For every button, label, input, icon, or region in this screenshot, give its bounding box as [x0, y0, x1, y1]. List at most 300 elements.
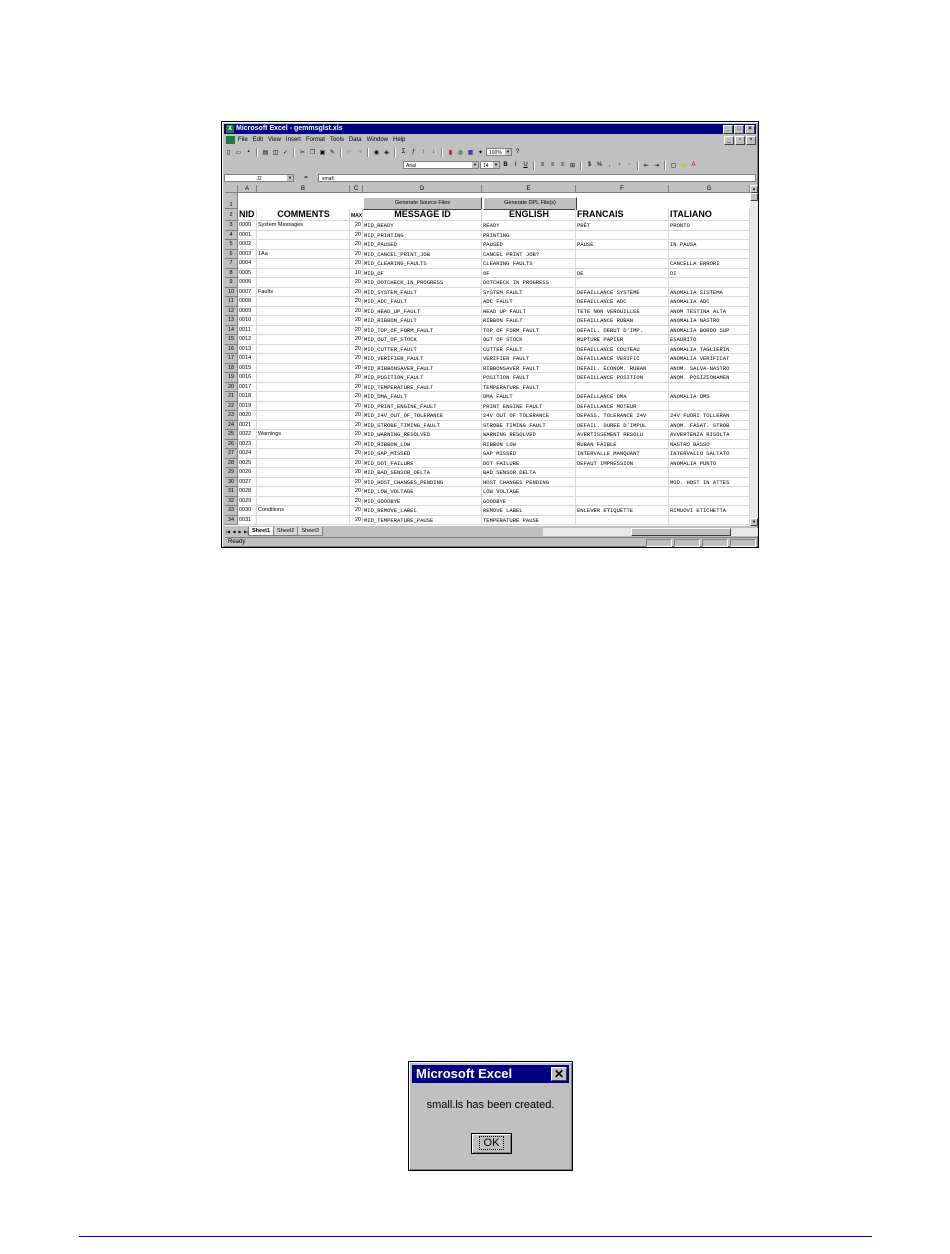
- cell-max[interactable]: 20: [350, 259, 363, 269]
- print-preview-icon[interactable]: ◫: [272, 149, 279, 156]
- cell-max[interactable]: 20: [350, 221, 363, 231]
- cell-max[interactable]: 20: [350, 307, 363, 317]
- cell-italiano[interactable]: ANOMALIA SISTEMA: [669, 288, 750, 298]
- cell-max[interactable]: 20: [350, 421, 363, 431]
- cell-message-id[interactable]: MID_ADC_FAULT: [363, 297, 482, 307]
- cell-francais[interactable]: DEPASS. TOLERANCE 24V: [576, 411, 669, 421]
- cell-message-id[interactable]: MID_PRINT_ENGINE_FAULT: [363, 402, 482, 412]
- cell-message-id[interactable]: MID_PAUSED: [363, 240, 482, 250]
- cell-english[interactable]: READY: [482, 221, 576, 231]
- column-header-b[interactable]: B: [257, 185, 350, 193]
- column-header-f[interactable]: F: [576, 185, 669, 193]
- cell-nid[interactable]: 0017: [238, 383, 257, 393]
- cell-message-id[interactable]: MID_TOP_OF_FORM_FAULT: [363, 326, 482, 336]
- cell-nid[interactable]: 0029: [238, 497, 257, 507]
- underline-icon[interactable]: U: [523, 162, 528, 168]
- cell-english[interactable]: OF: [482, 269, 576, 279]
- equals-icon[interactable]: =: [304, 175, 308, 181]
- formula-input[interactable]: small: [318, 174, 756, 182]
- header-nid[interactable]: NID: [238, 209, 257, 221]
- cell-nid[interactable]: 0018: [238, 392, 257, 402]
- worksheet-grid[interactable]: [225, 185, 750, 526]
- row-header[interactable]: 21: [225, 392, 238, 402]
- cell-francais[interactable]: [576, 516, 669, 526]
- cell-comment[interactable]: [257, 345, 350, 355]
- scroll-thumb[interactable]: [750, 193, 758, 201]
- sort-descending-icon[interactable]: ↓: [432, 149, 435, 155]
- spelling-icon[interactable]: ✓: [282, 149, 289, 156]
- cell-nid[interactable]: 0014: [238, 354, 257, 364]
- cell-italiano[interactable]: ANOM TESTINA ALTA: [669, 307, 750, 317]
- row-header[interactable]: 32: [225, 497, 238, 507]
- cell-english[interactable]: CUTTER FAULT: [482, 345, 576, 355]
- row-header[interactable]: 17: [225, 354, 238, 364]
- paste-icon[interactable]: ▣: [319, 149, 326, 156]
- row-header[interactable]: 15: [225, 335, 238, 345]
- row-header[interactable]: 34: [225, 516, 238, 526]
- horizontal-scrollbar[interactable]: [543, 528, 758, 536]
- menu-insert[interactable]: Insert: [285, 137, 301, 143]
- cell-english[interactable]: PAUSED: [482, 240, 576, 250]
- cell-francais[interactable]: [576, 231, 669, 241]
- cell-francais[interactable]: DEFAILLANCE POSITION: [576, 373, 669, 383]
- row-header[interactable]: 5: [225, 240, 238, 250]
- cell-message-id[interactable]: MID_STROBE_TIMING_FAULT: [363, 421, 482, 431]
- cell-nid[interactable]: 0010: [238, 316, 257, 326]
- font-name-combo[interactable]: Arial ▼: [403, 161, 479, 169]
- sheet-tab-sheet2[interactable]: Sheet2: [273, 527, 298, 536]
- row-header[interactable]: 11: [225, 297, 238, 307]
- cell-italiano[interactable]: [669, 487, 750, 497]
- cell-nid[interactable]: 0000: [238, 221, 257, 231]
- cell-italiano[interactable]: ANOMALIA VERIFICAT: [669, 354, 750, 364]
- cell-english[interactable]: LOW VOLTAGE: [482, 487, 576, 497]
- cell-message-id[interactable]: MID_CLEARING_FAULTS: [363, 259, 482, 269]
- cell-english[interactable]: TEMPERATURE FAULT: [482, 383, 576, 393]
- chevron-down-icon[interactable]: ▼: [473, 162, 477, 167]
- italic-icon[interactable]: I: [514, 162, 517, 168]
- name-box[interactable]: J2 ▼: [224, 174, 294, 182]
- cell-francais[interactable]: [576, 497, 669, 507]
- cell-comment[interactable]: Conditions: [257, 506, 350, 516]
- menu-window[interactable]: Window: [366, 137, 388, 143]
- cell-message-id[interactable]: MID_RIBBONSAVER_FAULT: [363, 364, 482, 374]
- row-header[interactable]: 9: [225, 278, 238, 288]
- comma-icon[interactable]: ,: [608, 162, 611, 168]
- cell-comment[interactable]: [257, 383, 350, 393]
- cell-message-id[interactable]: MID_LOW_VOLTAGE: [363, 487, 482, 497]
- workbook-icon[interactable]: [226, 136, 235, 144]
- sheet-tab-sheet3[interactable]: Sheet3: [297, 527, 322, 536]
- row-header[interactable]: 30: [225, 478, 238, 488]
- row-header[interactable]: 24: [225, 421, 238, 431]
- cell-max[interactable]: 20: [350, 231, 363, 241]
- cell-comment[interactable]: [257, 392, 350, 402]
- cell-message-id[interactable]: MID_TEMPERATURE_PAUSE: [363, 516, 482, 526]
- cell-nid[interactable]: 0004: [238, 259, 257, 269]
- cell-italiano[interactable]: NASTRO BASSO: [669, 440, 750, 450]
- cell-message-id[interactable]: MID_RIBBON_FAULT: [363, 316, 482, 326]
- cell-english[interactable]: SYSTEM FAULT: [482, 288, 576, 298]
- cell-message-id[interactable]: MID_CUTTER_FAULT: [363, 345, 482, 355]
- cell-comment[interactable]: [257, 449, 350, 459]
- cell-francais[interactable]: TETE NON VEROUILLEE: [576, 307, 669, 317]
- cell-francais[interactable]: PRÊT: [576, 221, 669, 231]
- format-painter-icon[interactable]: ✎: [329, 149, 336, 156]
- column-header-e[interactable]: E: [482, 185, 576, 193]
- dialog-close-button[interactable]: ✕: [551, 1067, 567, 1081]
- cell-nid[interactable]: 0005: [238, 269, 257, 279]
- row-header[interactable]: 31: [225, 487, 238, 497]
- cell-english[interactable]: CLEARING FAULTS: [482, 259, 576, 269]
- row-header[interactable]: 19: [225, 373, 238, 383]
- cell-francais[interactable]: RUPTURE PAPIER: [576, 335, 669, 345]
- row-header[interactable]: 20: [225, 383, 238, 393]
- cell-nid[interactable]: 0022: [238, 430, 257, 440]
- cell-francais[interactable]: [576, 259, 669, 269]
- percent-icon[interactable]: %: [596, 162, 603, 168]
- generate-source-files-button[interactable]: Generate Source Files: [363, 197, 482, 210]
- cell-nid[interactable]: 0013: [238, 345, 257, 355]
- cut-icon[interactable]: ✂: [299, 149, 306, 156]
- cell-english[interactable]: REMOVE LABEL: [482, 506, 576, 516]
- cell-francais[interactable]: INTERVALLE MANQUANT: [576, 449, 669, 459]
- row-header[interactable]: 3: [225, 221, 238, 231]
- align-left-icon[interactable]: ≡: [540, 162, 545, 168]
- align-center-icon[interactable]: ≡: [550, 162, 555, 168]
- cell-comment[interactable]: Faults: [257, 288, 350, 298]
- cell-italiano[interactable]: RIMUOVI ETICHETTA: [669, 506, 750, 516]
- cell-comment[interactable]: [257, 497, 350, 507]
- cell-nid[interactable]: 0027: [238, 478, 257, 488]
- cell-max[interactable]: 20: [350, 345, 363, 355]
- row-header[interactable]: 28: [225, 459, 238, 469]
- cell-comment[interactable]: [257, 516, 350, 526]
- cell-nid[interactable]: 0026: [238, 468, 257, 478]
- excel-app-icon[interactable]: X: [227, 126, 232, 132]
- cell-english[interactable]: CANCEL PRINT JOB?: [482, 250, 576, 260]
- cell-message-id[interactable]: MID_GAP_MISSED: [363, 449, 482, 459]
- cell-comment[interactable]: [257, 459, 350, 469]
- increase-decimal-icon[interactable]: ⁺: [617, 162, 622, 169]
- cell-message-id[interactable]: MID_HOST_CHANGES_PENDING: [363, 478, 482, 488]
- cell-english[interactable]: TOP OF FORM FAULT: [482, 326, 576, 336]
- function-icon[interactable]: ƒ: [411, 149, 416, 155]
- cell-english[interactable]: RIBBON LOW: [482, 440, 576, 450]
- new-icon[interactable]: ▯: [226, 149, 231, 156]
- decrease-indent-icon[interactable]: ⇤: [643, 162, 650, 169]
- cell-francais[interactable]: DEFAUT IMPRESSION: [576, 459, 669, 469]
- cell-comment[interactable]: [257, 316, 350, 326]
- menu-edit[interactable]: Edit: [252, 137, 264, 143]
- cell-english[interactable]: GAP MISSED: [482, 449, 576, 459]
- row-header[interactable]: 8: [225, 269, 238, 279]
- cell-comment[interactable]: [257, 421, 350, 431]
- cell-max[interactable]: 20: [350, 240, 363, 250]
- cell-nid[interactable]: 0024: [238, 449, 257, 459]
- cell-italiano[interactable]: [669, 402, 750, 412]
- cell-italiano[interactable]: ANOMALIA DMS: [669, 392, 750, 402]
- cell-francais[interactable]: ENLEVER ETIQUETTE: [576, 506, 669, 516]
- font-color-icon[interactable]: A: [691, 162, 696, 168]
- cell-english[interactable]: VERIFIER FAULT: [482, 354, 576, 364]
- ok-button[interactable]: [471, 1133, 512, 1154]
- cell-comment[interactable]: [257, 259, 350, 269]
- cell-nid[interactable]: 0015: [238, 364, 257, 374]
- merge-center-icon[interactable]: ⊞: [569, 162, 576, 169]
- cell-francais[interactable]: [576, 487, 669, 497]
- row-header[interactable]: 22: [225, 402, 238, 412]
- cell-message-id[interactable]: MID_BAD_SENSOR_DELTA: [363, 468, 482, 478]
- cell-max[interactable]: 20: [350, 516, 363, 526]
- column-header-c[interactable]: C: [350, 185, 363, 193]
- header-italiano[interactable]: ITALIANO: [669, 209, 750, 221]
- cell-francais[interactable]: DEFAILLANCE RUBAN: [576, 316, 669, 326]
- cell-italiano[interactable]: DI: [669, 269, 750, 279]
- header-message-id[interactable]: MESSAGE ID: [363, 209, 482, 221]
- cell-max[interactable]: 20: [350, 354, 363, 364]
- cell-italiano[interactable]: [669, 516, 750, 526]
- cell-english[interactable]: DOT FAILURE: [482, 459, 576, 469]
- cell-message-id[interactable]: MID_VERIFIER_FAULT: [363, 354, 482, 364]
- cell-italiano[interactable]: INTERVALLO SALTATO: [669, 449, 750, 459]
- sort-ascending-icon[interactable]: ↑: [422, 149, 425, 155]
- column-header-d[interactable]: D: [363, 185, 482, 193]
- cell-max[interactable]: 20: [350, 440, 363, 450]
- row-header[interactable]: 1: [225, 193, 238, 209]
- cell-italiano[interactable]: [669, 231, 750, 241]
- cell-max[interactable]: 20: [350, 411, 363, 421]
- cell-comment[interactable]: [257, 411, 350, 421]
- cell-comment[interactable]: Warnings: [257, 430, 350, 440]
- menu-data[interactable]: Data: [348, 137, 362, 143]
- cell-francais[interactable]: DEFAILLANCE MOTEUR: [576, 402, 669, 412]
- cell-comment[interactable]: [257, 278, 350, 288]
- cell-nid[interactable]: 0006: [238, 278, 257, 288]
- cell-message-id[interactable]: MID_GOODBYE: [363, 497, 482, 507]
- cell-english[interactable]: DOTCHECK IN PROGRESS: [482, 278, 576, 288]
- cell-comment[interactable]: [257, 307, 350, 317]
- cell-francais[interactable]: DEFAIL. DEBUT D'IMP.: [576, 326, 669, 336]
- cell-max[interactable]: 20: [350, 316, 363, 326]
- cell-italiano[interactable]: CANCELLA ERRORI: [669, 259, 750, 269]
- cell-nid[interactable]: 0031: [238, 516, 257, 526]
- cell-comment[interactable]: [257, 354, 350, 364]
- zoom-combo[interactable]: 100% ▼: [486, 148, 512, 156]
- cell-max[interactable]: 20: [350, 326, 363, 336]
- cell-francais[interactable]: PAUSE: [576, 240, 669, 250]
- cell-italiano[interactable]: ANOMALIA NASTRO: [669, 316, 750, 326]
- cell-nid[interactable]: 0028: [238, 487, 257, 497]
- font-size-combo[interactable]: 14 ▼: [480, 161, 500, 169]
- cell-message-id[interactable]: MID_OUT_OF_STOCK: [363, 335, 482, 345]
- cell-max[interactable]: 20: [350, 392, 363, 402]
- bold-icon[interactable]: B: [503, 162, 508, 168]
- sheet-tab-sheet1[interactable]: Sheet1: [248, 527, 274, 536]
- cell-max[interactable]: 20: [350, 487, 363, 497]
- doc-minimize-button[interactable]: _: [724, 136, 734, 145]
- cell-comment[interactable]: 1Aa: [257, 250, 350, 260]
- cell-francais[interactable]: DEFAILLANCE SYSTEME: [576, 288, 669, 298]
- close-button[interactable]: ×: [745, 125, 755, 134]
- row-header[interactable]: 7: [225, 259, 238, 269]
- cell-francais[interactable]: DEFAILLANCE DMA: [576, 392, 669, 402]
- generate-dpl-files-button[interactable]: Generate DPL File(s): [483, 197, 577, 210]
- cell-max[interactable]: 20: [350, 497, 363, 507]
- web-toolbar-icon[interactable]: ◈: [384, 149, 389, 156]
- cell-nid[interactable]: 0009: [238, 307, 257, 317]
- cell-max[interactable]: 20: [350, 430, 363, 440]
- cell-max[interactable]: 20: [350, 402, 363, 412]
- row-header[interactable]: 27: [225, 449, 238, 459]
- cell-francais[interactable]: DEFAIL. DUREE D'IMPUL: [576, 421, 669, 431]
- cell-english[interactable]: HOST CHANGES PENDING: [482, 478, 576, 488]
- row-header[interactable]: 16: [225, 345, 238, 355]
- cell-francais[interactable]: DEFAILLANCE ADC: [576, 297, 669, 307]
- cell-italiano[interactable]: [669, 468, 750, 478]
- row-header[interactable]: 2: [225, 209, 238, 221]
- cell-italiano[interactable]: ESAURITO: [669, 335, 750, 345]
- cell-italiano[interactable]: 24V FUORI TOLLERAN: [669, 411, 750, 421]
- row-header[interactable]: 29: [225, 468, 238, 478]
- cell-english[interactable]: OUT OF STOCK: [482, 335, 576, 345]
- cell-italiano[interactable]: PRONTO: [669, 221, 750, 231]
- cell-nid[interactable]: 0008: [238, 297, 257, 307]
- cell-nid[interactable]: 0019: [238, 402, 257, 412]
- cell-francais[interactable]: [576, 478, 669, 488]
- cell-max[interactable]: 20: [350, 250, 363, 260]
- cell-comment[interactable]: System Messages: [257, 221, 350, 231]
- cell-italiano[interactable]: [669, 497, 750, 507]
- cell-message-id[interactable]: MID_CANCEL_PRINT_JOB: [363, 250, 482, 260]
- cell-italiano[interactable]: [669, 278, 750, 288]
- cell-italiano[interactable]: [669, 250, 750, 260]
- header-max[interactable]: MAX: [350, 209, 363, 221]
- cell-message-id[interactable]: MID_SYSTEM_FAULT: [363, 288, 482, 298]
- cell-italiano[interactable]: ANOM. SALVA-NASTRO: [669, 364, 750, 374]
- cell-nid[interactable]: 0023: [238, 440, 257, 450]
- decrease-decimal-icon[interactable]: ⁻: [627, 162, 632, 169]
- open-icon[interactable]: ▭: [235, 149, 242, 156]
- cell-english[interactable]: ADC FAULT: [482, 297, 576, 307]
- cell-comment[interactable]: [257, 440, 350, 450]
- row-header[interactable]: 25: [225, 430, 238, 440]
- doc-close-button[interactable]: ×: [746, 136, 756, 145]
- cell-italiano[interactable]: IN PAUSA: [669, 240, 750, 250]
- header-comments[interactable]: COMMENTS: [257, 209, 350, 221]
- autosum-icon[interactable]: Σ: [401, 149, 406, 155]
- cell-english[interactable]: PRINT ENGINE FAULT: [482, 402, 576, 412]
- cell-nid[interactable]: 0007: [238, 288, 257, 298]
- fill-color-icon[interactable]: ◆: [681, 162, 686, 169]
- cell-nid[interactable]: 0030: [238, 506, 257, 516]
- header-english[interactable]: ENGLISH: [482, 209, 576, 221]
- cell-english[interactable]: DMA FAULT: [482, 392, 576, 402]
- cell-francais[interactable]: AVERTISSEMENT RESOLU: [576, 430, 669, 440]
- select-all-corner[interactable]: [225, 185, 238, 193]
- row-header[interactable]: 10: [225, 288, 238, 298]
- cell-francais[interactable]: [576, 278, 669, 288]
- align-right-icon[interactable]: ≡: [560, 162, 565, 168]
- maximize-button[interactable]: □: [734, 125, 744, 134]
- cell-max[interactable]: 20: [350, 478, 363, 488]
- cell-message-id[interactable]: MID_POSITION_FAULT: [363, 373, 482, 383]
- hyperlink-icon[interactable]: ◉: [373, 149, 380, 156]
- cell-english[interactable]: RIBBONSAVER FAULT: [482, 364, 576, 374]
- row-header[interactable]: 6: [225, 250, 238, 260]
- cell-max[interactable]: 10: [350, 269, 363, 279]
- column-header-g[interactable]: G: [669, 185, 750, 193]
- cell-max[interactable]: 20: [350, 297, 363, 307]
- first-sheet-icon[interactable]: |◀: [225, 529, 231, 534]
- cell-italiano[interactable]: ANOMALIA BORDO SUP: [669, 326, 750, 336]
- cell-francais[interactable]: RUBAN FAIBLE: [576, 440, 669, 450]
- cell-nid[interactable]: 0001: [238, 231, 257, 241]
- currency-icon[interactable]: $: [587, 162, 592, 168]
- cell-nid[interactable]: 0020: [238, 411, 257, 421]
- cell-message-id[interactable]: MID_HEAD_UP_FAULT: [363, 307, 482, 317]
- header-francais[interactable]: FRANCAIS: [576, 209, 669, 221]
- menu-view[interactable]: View: [268, 137, 281, 143]
- row-header[interactable]: 33: [225, 506, 238, 516]
- print-icon[interactable]: ▤: [262, 149, 269, 156]
- cell-nid[interactable]: 0025: [238, 459, 257, 469]
- cell-comment[interactable]: [257, 326, 350, 336]
- cell-italiano[interactable]: ANOMALIA TAGLIERIN: [669, 345, 750, 355]
- cell-message-id[interactable]: MID_REMOVE_LABEL: [363, 506, 482, 516]
- cell-max[interactable]: 20: [350, 373, 363, 383]
- row-header[interactable]: 4: [225, 231, 238, 241]
- row-header[interactable]: 23: [225, 411, 238, 421]
- office-assistant-icon[interactable]: ✦: [477, 149, 484, 156]
- help-icon[interactable]: ?: [515, 149, 520, 155]
- cell-francais[interactable]: [576, 383, 669, 393]
- cell-italiano[interactable]: ANOMALIA PUNTO: [669, 459, 750, 469]
- cell-english[interactable]: PRINTING: [482, 231, 576, 241]
- row-header[interactable]: 26: [225, 440, 238, 450]
- cell-comment[interactable]: [257, 402, 350, 412]
- cell-message-id[interactable]: MID_RIBBON_LOW: [363, 440, 482, 450]
- cell-comment[interactable]: [257, 373, 350, 383]
- cell-francais[interactable]: DEFAILLANCE VERIFIC: [576, 354, 669, 364]
- column-header-a[interactable]: A: [238, 185, 257, 193]
- cell-italiano[interactable]: [669, 383, 750, 393]
- cell-nid[interactable]: 0011: [238, 326, 257, 336]
- cell-comment[interactable]: [257, 240, 350, 250]
- chart-wizard-icon[interactable]: ▮: [448, 149, 453, 156]
- cell-max[interactable]: 20: [350, 278, 363, 288]
- cell-max[interactable]: 20: [350, 506, 363, 516]
- cell-max[interactable]: 20: [350, 288, 363, 298]
- cell-nid[interactable]: 0003: [238, 250, 257, 260]
- cell-message-id[interactable]: MID_TEMPERATURE_FAULT: [363, 383, 482, 393]
- cell-francais[interactable]: [576, 250, 669, 260]
- cell-nid[interactable]: 0021: [238, 421, 257, 431]
- redo-icon[interactable]: ↷: [356, 149, 363, 156]
- cell-comment[interactable]: [257, 478, 350, 488]
- menu-tools[interactable]: Tools: [329, 137, 344, 143]
- vertical-scrollbar[interactable]: [750, 185, 758, 526]
- increase-indent-icon[interactable]: ⇥: [653, 162, 660, 169]
- cell-comment[interactable]: [257, 468, 350, 478]
- cell-english[interactable]: 24V OUT OF TOLERANCE: [482, 411, 576, 421]
- cell-comment[interactable]: [257, 335, 350, 345]
- row-header[interactable]: 12: [225, 307, 238, 317]
- chevron-down-icon[interactable]: ▼: [506, 149, 510, 154]
- cell-max[interactable]: 20: [350, 335, 363, 345]
- menu-help[interactable]: Help: [393, 137, 406, 143]
- cell-english[interactable]: BAD SENSOR DELTA: [482, 468, 576, 478]
